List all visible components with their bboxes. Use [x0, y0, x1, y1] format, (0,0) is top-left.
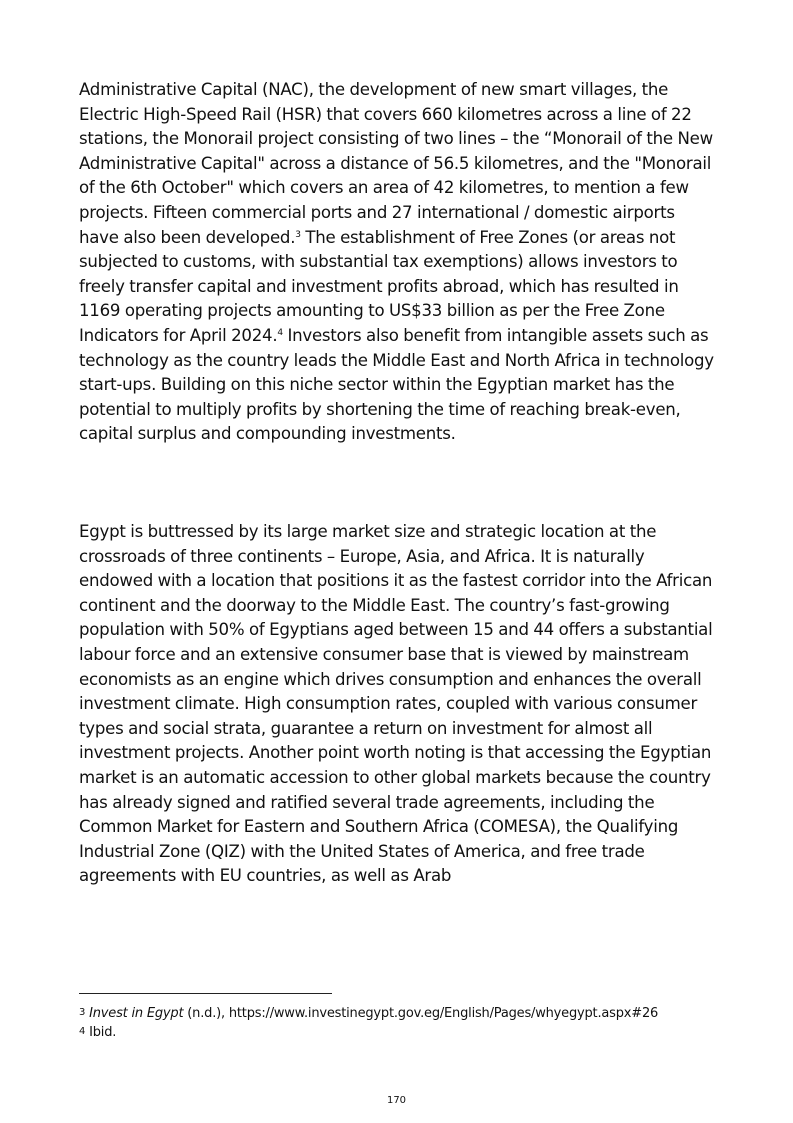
- footnote-text: Ibid.: [89, 1025, 117, 1040]
- page-number: 170: [386, 1095, 407, 1106]
- footnote-number: 4: [79, 1026, 86, 1037]
- paragraph-1-text-c: Investors also benefit from intangible assets such as technology as the country leads the Middle East and North Africa in technology start-ups. Building on this niche sector within the Egyptian market has the potential to multiply profits by shortening the time of reaching break-even, capital surplus and compounding investments.: [79, 325, 714, 444]
- paragraph-1-text-b: The establishment of Free Zones (or areas not subjected to customs, with substantial tax exemptions) allows investors to freely transfer capital and investment profits abroad, which has resulted in 1169 operating projects amounting to US$33 billion as per the Free Zone Indicators for April 2024.: [79, 227, 679, 345]
- paragraph-1-text-a: Administrative Capital (NAC), the development of new smart villages, the Electric High-Speed Rail (HSR) that covers 660 kilometres across a line of 22 stations, the Monorail project consisting of two lines – the “Monorail of the New Administrative Capital" across a distance of 56.5 kilometres, and the "Monorail of the 6th October" which covers an area of 42 kilometres, to mention a few projects. Fifteen commercial ports and 27 international / domestic airports have also been developed.: [79, 80, 713, 247]
- footnote-ref-3[interactable]: 3: [295, 229, 301, 240]
- footnote-text[interactable]: (n.d.), https://www.investinegypt.gov.eg/English/Pages/whyegypt.aspx#26: [183, 1006, 659, 1021]
- footnote-title: Invest in Egypt: [89, 1006, 184, 1021]
- footnotes: [79, 1004, 739, 1042]
- body-paragraph-2: Egypt is buttressed by its large market size and strategic location at the crossroads of three continents – Europe, Asia, and Africa. It is naturally endowed with a location that positions it as the fastest corridor into the African continent and the doorway to the Middle East. The country’s fast-growing population with 50% of Egyptians aged between 15 and 44 offers a substantial labour force and an extensive consumer base that is viewed by mainstream economists as an engine which drives consumption and enhances the overall investment climate. High consumption rates, coupled with various consumer types and social strata, guarantee a return on investment for almost all investment projects. Another point worth noting is that accessing the Egyptian market is an automatic accession to other global markets because the country has already signed and ratified several trade agreements, including the Common Market for Eastern and Southern Africa (COMESA), the Qualifying Industrial Zone (QIZ) with the United States of America, and free trade agreements with EU countries, as well as Arab: [79, 522, 713, 886]
- footnote-ref-4[interactable]: 4: [277, 327, 283, 338]
- body-paragraph-1: [79, 78, 719, 447]
- footnote-3: [79, 1004, 739, 1023]
- footnote-4: [79, 1023, 739, 1042]
- footnote-number: 3: [79, 1007, 86, 1018]
- footnote-divider: [79, 993, 332, 994]
